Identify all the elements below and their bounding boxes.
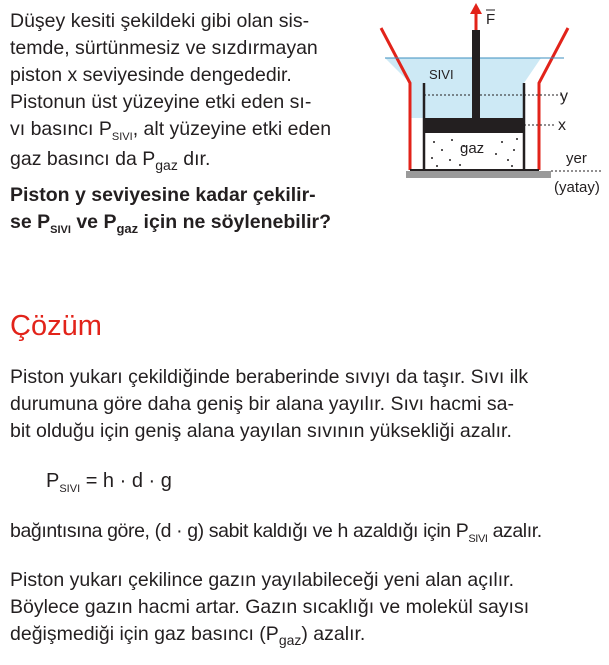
ground	[406, 171, 551, 178]
subscript: SIVI	[59, 483, 81, 495]
gas-label: gaz	[460, 140, 485, 157]
ground-label-horizontal: (yatay)	[554, 179, 600, 196]
question-line: Pistonun üst yüzeyine etki eden sı-	[10, 91, 312, 113]
solution-heading: Çözüm	[10, 310, 102, 342]
subscript: SIVI	[468, 533, 488, 545]
question-bold-line	[10, 209, 370, 239]
force-arrow-head	[470, 3, 482, 14]
level-x-label: x	[558, 117, 566, 134]
subscript: SIVI	[111, 131, 133, 143]
solution-line	[10, 621, 605, 649]
subscript: gaz	[155, 157, 178, 173]
text: bağıntısına göre, (d · g) sabit kaldığı ve h azaldığı için P	[10, 520, 469, 542]
question-line	[10, 116, 370, 146]
solution-line: Piston yukarı çekilince gazın yayılabileceği yeni alan açılır.	[10, 569, 515, 591]
formula-rhs: = h · d · g	[80, 470, 172, 492]
text: ) azalır.	[301, 623, 366, 645]
subscript: SIVI	[50, 224, 71, 236]
text: dır.	[177, 148, 211, 170]
solution-paragraph-2	[10, 518, 605, 548]
liquid-label: SIVI	[429, 67, 454, 82]
text: gaz basıncı da P	[10, 148, 156, 170]
force-label: F	[486, 11, 496, 28]
solution-line: Böylece gazın hacmi artar. Gazın sıcaklığı ve molekül sayısı	[10, 596, 530, 618]
text: ve P	[70, 211, 117, 233]
liquid-region	[385, 58, 541, 118]
text: değişmediği için gaz basıncı (P	[10, 623, 279, 645]
solution-line: bit olduğu için geniş alana yayılan sıvının yüksekliği azalır.	[10, 420, 512, 442]
solution-line: durumuna göre daha geniş bir alana yayılır. Sıvı hacmi sa-	[10, 393, 515, 415]
text: , alt yüzeyine etki eden	[132, 118, 332, 140]
question-line	[10, 146, 370, 174]
ground-label: yer	[566, 150, 587, 167]
question-line: piston x seviyesinde dengededir.	[10, 64, 292, 86]
question-line: Düşey kesiti şekildeki gibi olan sis-	[10, 10, 310, 32]
text: vı basıncı P	[10, 118, 112, 140]
text: se P	[10, 211, 51, 233]
question-bold-line: Piston y seviyesine kadar çekilir-	[10, 184, 316, 206]
pressure-formula	[46, 470, 172, 493]
piston-rod	[472, 30, 480, 120]
level-y-label: y	[560, 88, 568, 105]
text: azalır.	[487, 520, 542, 542]
piston-diagram	[372, 0, 609, 200]
solution-paragraph-1	[10, 364, 605, 445]
subscript: gaz	[116, 221, 139, 236]
solution-paragraph-3	[10, 567, 605, 649]
question-text	[10, 8, 370, 239]
solution-line: Piston yukarı çekildiğinde beraberinde sıvıyı da taşır. Sıvı ilk	[10, 366, 529, 388]
formula-symbol: P	[46, 470, 60, 492]
container-wall-left	[381, 28, 410, 170]
subscript: gaz	[278, 632, 302, 648]
text: için ne söylenebilir?	[138, 211, 332, 233]
solution-line	[10, 518, 605, 548]
piston	[424, 118, 524, 133]
question-line: temde, sürtünmesiz ve sızdırmayan	[10, 37, 318, 59]
